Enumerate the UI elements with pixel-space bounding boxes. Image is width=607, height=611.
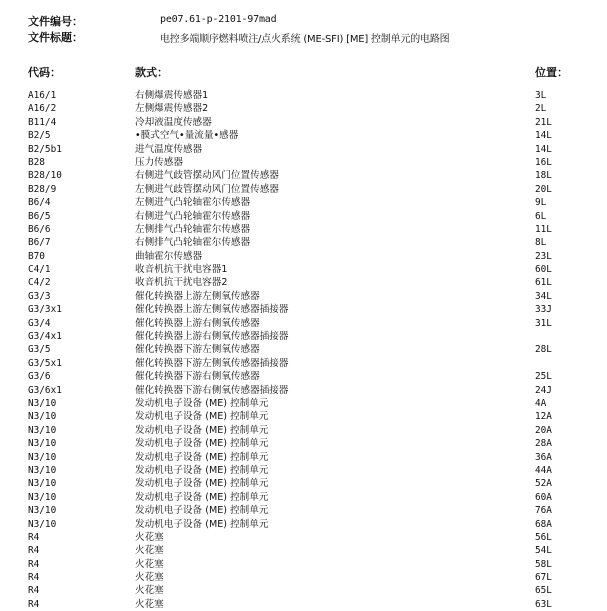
component-position: 2L [535, 103, 547, 115]
component-code: B2/5 [28, 130, 51, 142]
list-item [0, 317, 607, 330]
list-item [0, 263, 607, 276]
component-position: 20L [535, 183, 552, 195]
component-code: R4 [28, 545, 40, 557]
component-code: G3/5 [28, 344, 51, 356]
component-position: 11L [535, 223, 552, 235]
component-position: 76A [535, 505, 552, 517]
component-position: 60A [535, 491, 552, 503]
component-position: 54L [535, 545, 552, 557]
component-position: 60L [535, 264, 552, 276]
list-item [0, 303, 607, 316]
component-position: 16L [535, 156, 552, 168]
column-header-style: 款式： [135, 66, 168, 79]
list-item [0, 196, 607, 209]
component-position: 3L [535, 90, 547, 101]
component-code: G3/6x1 [28, 384, 62, 396]
list-item [0, 464, 607, 477]
component-name: 右侧进气凸轮轴霍尔传感器 [135, 210, 251, 222]
component-name: 收音机抗干扰电容器1 [135, 264, 228, 276]
list-item [0, 156, 607, 169]
component-name: 火花塞 [135, 558, 164, 570]
list-item [0, 370, 607, 383]
component-position: 34L [535, 290, 552, 302]
list-item [0, 437, 607, 450]
component-list [0, 89, 607, 611]
component-name: 发动机电子设备 (ME) 控制单元 [135, 424, 269, 436]
component-code: B6/5 [28, 210, 51, 222]
list-item [0, 143, 607, 156]
component-position: 4A [535, 397, 547, 409]
list-item [0, 397, 607, 410]
column-header-position: 位置： [535, 66, 568, 79]
doc-number-label: 文件编号： [28, 15, 83, 28]
component-code: N3/10 [28, 411, 57, 423]
list-item [0, 598, 607, 611]
doc-title-label: 文件标题： [28, 31, 83, 44]
list-item [0, 410, 607, 423]
component-name: •膜式空气•量流量•感器 [135, 130, 239, 142]
component-name: 催化转换器上游左侧氧传感器 [135, 290, 260, 302]
component-name: 左侧进气凸轮轴霍尔传感器 [135, 197, 251, 209]
component-position: 28A [535, 438, 552, 450]
component-position: 18L [535, 170, 552, 182]
component-code: R4 [28, 598, 40, 610]
component-name: 发动机电子设备 (ME) 控制单元 [135, 451, 269, 463]
component-position: 25L [535, 371, 552, 383]
component-name: 火花塞 [135, 572, 164, 584]
component-code: R4 [28, 531, 40, 543]
component-name: 发动机电子设备 (ME) 控制单元 [135, 505, 269, 517]
list-item [0, 330, 607, 343]
component-position: 9L [535, 197, 547, 209]
component-code: B28/9 [28, 183, 57, 195]
component-name: 发动机电子设备 (ME) 控制单元 [135, 464, 269, 476]
component-code: G3/3x1 [28, 304, 62, 316]
list-item [0, 531, 607, 544]
list-item [0, 451, 607, 464]
component-position: 21L [535, 116, 552, 128]
component-code: A16/2 [28, 103, 57, 115]
list-item [0, 477, 607, 490]
list-item [0, 491, 607, 504]
component-name: 右侧进气歧管摆动风门位置传感器 [135, 170, 279, 182]
component-position: 8L [535, 237, 547, 249]
list-item [0, 210, 607, 223]
component-position: 61L [535, 277, 552, 289]
component-position: 68A [535, 518, 552, 530]
list-item [0, 236, 607, 249]
component-code: C4/2 [28, 277, 51, 289]
component-position: 31L [535, 317, 552, 329]
list-item [0, 558, 607, 571]
component-code: G3/4 [28, 317, 51, 329]
component-code: B2/5b1 [28, 143, 62, 155]
component-name: 进气温度传感器 [135, 143, 203, 155]
list-item [0, 357, 607, 370]
list-item [0, 584, 607, 597]
component-name: 发动机电子设备 (ME) 控制单元 [135, 518, 269, 530]
component-code: R4 [28, 572, 40, 584]
component-position: 14L [535, 130, 552, 142]
component-name: 发动机电子设备 (ME) 控制单元 [135, 397, 269, 409]
component-name: 左侧进气歧管摆动风门位置传感器 [135, 183, 279, 195]
component-name: 右侧爆震传感器1 [135, 90, 209, 101]
component-name: 左侧排气凸轮轴霍尔传感器 [135, 223, 251, 235]
list-item [0, 343, 607, 356]
component-name: 右侧排气凸轮轴霍尔传感器 [135, 237, 251, 249]
component-position: 6L [535, 210, 547, 222]
component-name: 左侧爆震传感器2 [135, 103, 209, 115]
component-name: 发动机电子设备 (ME) 控制单元 [135, 438, 269, 450]
component-name: 发动机电子设备 (ME) 控制单元 [135, 478, 269, 490]
component-position: 24J [535, 384, 552, 396]
component-code: A16/1 [28, 90, 57, 101]
component-code: N3/10 [28, 478, 57, 490]
component-position: 33J [535, 304, 552, 316]
component-position: 12A [535, 411, 552, 423]
list-item [0, 424, 607, 437]
component-code: N3/10 [28, 397, 57, 409]
component-code: N3/10 [28, 491, 57, 503]
component-position: 63L [535, 598, 552, 610]
component-name: 催化转换器下游右侧氧传感器插接器 [135, 384, 289, 396]
component-position: 67L [535, 572, 552, 584]
list-item [0, 518, 607, 531]
component-name: 发动机电子设备 (ME) 控制单元 [135, 411, 269, 423]
list-item [0, 169, 607, 182]
column-header-code: 代码： [28, 66, 61, 79]
component-name: 曲轴霍尔传感器 [135, 250, 203, 262]
component-code: B11/4 [28, 116, 57, 128]
list-item [0, 504, 607, 517]
list-item [0, 250, 607, 263]
component-code: G3/4x1 [28, 331, 62, 343]
component-name: 压力传感器 [135, 156, 183, 168]
component-position: 58L [535, 558, 552, 570]
component-position: 23L [535, 250, 552, 262]
component-name: 催化转换器下游左侧氧传感器插接器 [135, 357, 289, 369]
component-code: B6/6 [28, 223, 51, 235]
component-name: 催化转换器下游左侧氧传感器 [135, 344, 260, 356]
list-item [0, 544, 607, 557]
component-name: 冷却液温度传感器 [135, 116, 212, 128]
component-name: 催化转换器下游右侧氧传感器 [135, 371, 260, 383]
list-item [0, 129, 607, 142]
component-name: 催化转换器上游左侧氧传感器插接器 [135, 304, 289, 316]
component-code: G3/5x1 [28, 357, 62, 369]
component-position: 56L [535, 531, 552, 543]
component-position: 52A [535, 478, 552, 490]
component-code: B70 [28, 250, 45, 262]
component-code: B28/10 [28, 170, 62, 182]
list-item [0, 102, 607, 115]
component-position: 20A [535, 424, 552, 436]
component-code: R4 [28, 558, 40, 570]
component-code: N3/10 [28, 464, 57, 476]
list-item [0, 384, 607, 397]
component-name: 催化转换器上游右侧氧传感器插接器 [135, 331, 289, 343]
component-code: N3/10 [28, 518, 57, 530]
list-item [0, 183, 607, 196]
list-item [0, 89, 607, 102]
list-item [0, 223, 607, 236]
component-code: N3/10 [28, 438, 57, 450]
component-name: 火花塞 [135, 531, 164, 543]
component-name: 火花塞 [135, 598, 164, 610]
component-code: N3/10 [28, 505, 57, 517]
doc-number-value: pe07.61-p-2101-97mad [160, 14, 277, 25]
component-name: 催化转换器上游右侧氧传感器 [135, 317, 260, 329]
list-item [0, 276, 607, 289]
list-item [0, 571, 607, 584]
component-position: 28L [535, 344, 552, 356]
doc-title-value: 电控多端顺序燃料喷注/点火系统 (ME-SFI) [ME] 控制单元的电路图 [160, 34, 450, 45]
component-code: G3/3 [28, 290, 51, 302]
list-item [0, 116, 607, 129]
component-code: G3/6 [28, 371, 51, 383]
component-code: N3/10 [28, 451, 57, 463]
component-code: B6/4 [28, 197, 51, 209]
component-code: B28 [28, 156, 45, 168]
component-code: B6/7 [28, 237, 51, 249]
component-name: 发动机电子设备 (ME) 控制单元 [135, 491, 269, 503]
list-item [0, 290, 607, 303]
component-code: N3/10 [28, 424, 57, 436]
component-position: 14L [535, 143, 552, 155]
component-code: R4 [28, 585, 40, 597]
component-name: 收音机抗干扰电容器2 [135, 277, 228, 289]
component-code: C4/1 [28, 264, 51, 276]
component-position: 44A [535, 464, 552, 476]
component-name: 火花塞 [135, 545, 164, 557]
component-position: 36A [535, 451, 552, 463]
component-name: 火花塞 [135, 585, 164, 597]
component-position: 65L [535, 585, 552, 597]
